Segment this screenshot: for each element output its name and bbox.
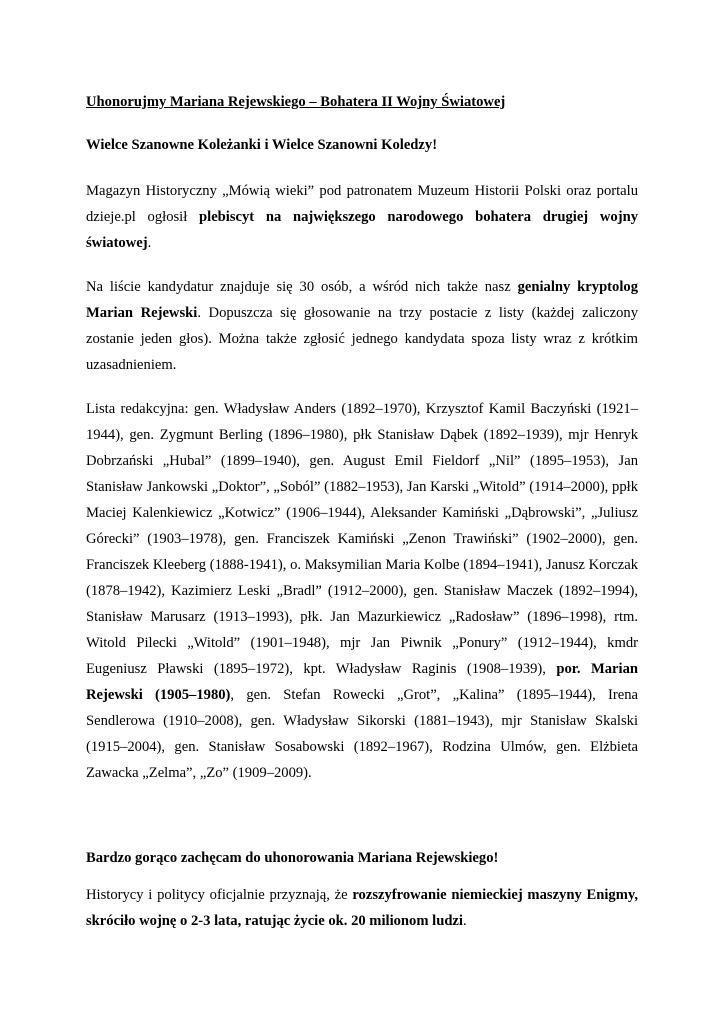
bold-text: por. Marian Rejewski (1905–1980) (86, 661, 639, 703)
paragraph-list (86, 396, 638, 786)
paragraph-text: Na liście kandydatur znajduje się 30 osób, a wśród nich także nasz (86, 279, 518, 295)
paragraph-enigma (86, 882, 638, 934)
greeting: Wielce Szanowne Koleżanki i Wielce Szanowni Koledzy! (86, 137, 438, 153)
paragraph-text: . Dopuszcza się głosowanie na trzy postacie z listy (każdej zaliczony zostanie jeden głos). Można także zgłosić jednego kandydata spoza listy wraz z krótkim uzasadnieniem. (86, 305, 638, 373)
bold-text: genialny kryptolog Marian Rejewski (86, 279, 638, 321)
paragraph-text: Magazyn Historyczny „Mówią wieki” pod patronatem Muzeum Historii Polski oraz portalu dzieje.pl ogłosił (86, 183, 638, 225)
paragraph-plebiscite (86, 178, 638, 256)
paragraph-text: , gen. Stefan Rowecki „Grot”, „Kalina” (1895–1944), Irena Sendlerowa (1910–2008), gen. Władysław Sikorski (1881–1943), mjr Stanisław Skalski (1915–2004), gen. Stanisław Sosabowski (1892–1967), Rodzina Ulmów, gen. Elżbieta Zawacka „Zelma”, „Zo” (1909–2009). (86, 687, 638, 781)
paragraph-text: Lista redakcyjna: gen. Władysław Anders (1892–1970), Krzysztof Kamil Baczyński (1921–1944), gen. Zygmunt Berling (1896–1980), płk Stanisław Dąbek (1892–1939), mjr Henryk Dobrzański „Hubal” (1899–1940), gen. August Emil Fieldorf „Nil” (1895–1953), Jan Stanisław Jankowski „Doktor”, „Soból” (1882–1953), Jan Karski „Witold” (1914–2000), ppłk Maciej Kalenkiewicz „Kotwicz” (1906–1944), Aleksander Kamiński „Dąbrowski”, „Juliusz Górecki” (1903–1978), gen. Franciszek Kamiński „Zenon Trawiński” (1902–2000), gen. Franciszek Kleeberg (1888-1941), o. Maksymilian Maria Kolbe (1894–1941), Janusz Korczak (1878–1942), Kazimierz Leski „Bradl” (1912–2000), gen. Stanisław Maczek (1892–1994), Stanisław Marusarz (1913–1993), płk. Jan Mazurkiewicz „Radosław” (1896–1998), rtm. Witold Pilecki „Witold” (1901–1948), mjr Jan Piwnik „Ponury” (1912–1944), kmdr Eugeniusz Pławski (1895–1972), kpt. Władysław Raginis (1908–1939), (86, 401, 638, 677)
paragraph-text: Historycy i politycy oficjalnie przyznają, że (86, 887, 353, 903)
document-title: Uhonorujmy Mariana Rejewskiego – Bohatera II Wojny Światowej (86, 94, 506, 110)
paragraph-text: . (462, 913, 467, 929)
bold-text: rozszyfrowanie niemieckiej maszyny Enigmy, skróciło wojnę o 2-3 lata, ratując życie ok. 20 milionom ludzi (86, 887, 638, 929)
paragraph-candidates (86, 274, 638, 378)
paragraph-text: . (147, 235, 152, 251)
bold-text: plebiscyt na największego narodowego bohatera drugiej wojny światowej (86, 209, 638, 251)
closing-appeal: Bardzo gorąco zachęcam do uhonorowania Mariana Rejewskiego! (86, 850, 499, 866)
